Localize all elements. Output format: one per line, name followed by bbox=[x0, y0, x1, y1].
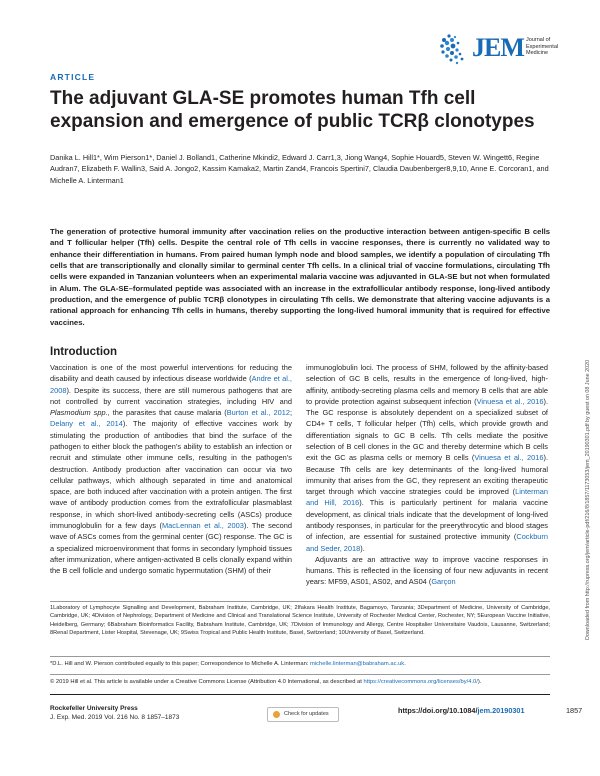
intro-paragraph-1: Vaccination is one of the most powerful interventions for reducing the disability and death caused by infectious disease worldwide (Andre et al., 2008). Despite its success, there are still numerous pathogens that are not controlled by current vaccination strategies, including HIV and Plasmodium spp., the parasites that cause malaria (Burton et al., 2012; Delany et al., 2014). The majority of effective vaccines work by stimulating the production of antibodies that bind the surface of the pathogen to either block the pathogen’s ability to establish an infection or recruit and stimulate other immune cells, resulting in the pathogen’s destruction. Antibody production after vaccination can occur via two cellular pathways, which although separated in time and anatomical space, are both induced after vaccination with a protein antigen. The first wave of antibody production comes from the extrafollicular plasmablast response, in which short-lived antibody-secreting cells (ASCs) produce immunoglobulin for a few days (MacLennan et al., 2003). The second wave of ASCs comes from the germinal center (GC) response. The GC is a specialized microenvironment that forms in secondary lymphoid tissues after immunization, where antigen-activated B cells clonally expand within the B cell follicle and undergo somatic hypermutation (SHM) of their bbox=[50, 363, 293, 576]
citation-link[interactable]: Vinuesa et al., 2016 bbox=[474, 453, 544, 463]
citation-link[interactable]: Garçon bbox=[431, 577, 456, 587]
citation-link[interactable]: Andre et al., 2008 bbox=[50, 374, 292, 395]
page-number: 1857 bbox=[566, 706, 583, 715]
check-updates-label: Check for updates bbox=[284, 711, 329, 717]
journal-name: Journal of Experimental Medicine bbox=[526, 37, 559, 56]
check-for-updates-button[interactable] bbox=[267, 707, 339, 722]
email-link[interactable]: michelle.linterman@babraham.ac.uk bbox=[310, 661, 405, 667]
correspondence-note: *D.L. Hill and W. Pierson contributed equally to this paper; Correspondence to Michelle A. Linterman: michelle.linterman@babraham.ac.uk. bbox=[50, 661, 406, 667]
affiliations: 1Laboratory of Lymphocyte Signalling and Development, Babraham Institute, Cambridge, UK; 2Ifakara Health Institute, Bagamoyo, Tanzania; 3Department of Medicine, University of Cambridge, Cambridge, UK; 4Division of Nephrology, Department of Medicine and Clinical and Translational Science Institute, University of Rochester Medical Center, Rochester, NY; 5European Vaccine Initiative, Heidelberg, Germany; 6Babraham Bioinformatics Facility, Babraham Institute, Cambridge, UK; 7Division of Immunology and Allergy, Centre Hospitalier Universitaire Vaudois, Lausanne, Switzerland; 8Renal Department, Lister Hospital, Stevenage, UK; 9Swiss Tropical and Public Health Institute, Basel, Switzerland; 10University of Basel, Switzerland. bbox=[50, 605, 550, 636]
doi-link[interactable]: https://doi.org/10.1084/jem.20190301 bbox=[398, 706, 525, 715]
footer-divider bbox=[50, 694, 550, 695]
divider bbox=[50, 601, 550, 602]
intro-paragraph-1-cont: immunoglobulin loci. The process of SHM, followed by the affinity-based selection of GC B cells, results in the emergence of long-lived, high-affinity, antibody-secreting plasma cells and memory B cells that are able to provide protection against subsequent infection (Vinuesa et al., 2016). The GC response is absolutely dependent on a specialized subset of CD4+ T cells, T follicular helper (Tfh) cells, which provide growth and differentiation signals to GC B cells. Tfh cells mediate the positive selection of B cell clones in the GC and thereby determine which B cells exit the GC as plasma cells or memory B cells (Vinuesa et al., 2016). Because Tfh cells are key determinants of the long-lived humoral immunity that arises from the GC, they represent an exciting therapeutic target through which vaccine strategies could be improved (Linterman and Hill, 2016). This is particularly pertinent for malaria vaccine development, as clinical trials indicate that the development of long-lived antibody responses, in particular for the preerythrocytic and blood stages of infection, are essential for sustained protective immunity (Cockburn and Seder, 2018). bbox=[306, 363, 549, 553]
citation-link[interactable]: MacLennan et al., 2003 bbox=[162, 520, 244, 530]
author-list: Danika L. Hill1*, Wim Pierson1*, Daniel J. Bolland1, Catherine Mkindi2, Edward J. Carr1,3, Jiong Wang4, Sophie Houard5, Steven W. Wingett6, Regine Audran7, Elizabeth F. Wallin3, Said A. Jongo2, Kassim Kamaka2, Martin Zand4, Francois Spertini7, Claudia Daubenberger8,9,10, Anne E. Corcoran1, and Michelle A. Linterman1 bbox=[50, 153, 549, 185]
citation-link[interactable]: Cockburn and Seder, 2018 bbox=[306, 532, 548, 553]
license-note: © 2019 Hill et al. This article is available under a Creative Commons License (Attribution 4.0 International, as described at https://creativecommons.org/licenses/by/4.0/). bbox=[50, 679, 482, 685]
body-column-right bbox=[306, 362, 548, 588]
abstract: The generation of protective humoral immunity after vaccination relies on the productive interaction between antigen-specific B cells and T follicular helper (Tfh) cells. Despite the central role of Tfh cells in vaccine responses, there is currently no validated way to enhance their differentiation in humans. From paired human lymph node and blood samples, we identify a population of circulating Tfh cells that are transcriptionally and clonally similar to germinal center Tfh cells. In a clinical trial of vaccine formulations, circulating Tfh cells were expanded in Tanzanian volunteers when an experimental malaria vaccine was adjuvanted in GLA-SE but not when formulated in Alum. The GLA-SE–formulated peptide was associated with an increase in the extrafollicular antibody response, long-lived antibody production, and the emergence of public TCRβ clonotypes in circulating Tfh cells. We demonstrate that altering vaccine adjuvants is a rational approach for enhancing Tfh cells in humans, thereby supporting the long-lived humoral immunity that is required for effective vaccines. bbox=[50, 227, 550, 327]
journal-logo bbox=[438, 30, 558, 70]
section-heading-introduction: Introduction bbox=[50, 346, 118, 358]
check-updates-icon bbox=[273, 711, 280, 718]
article-type-label: ARTICLE bbox=[50, 72, 96, 82]
license-link[interactable]: https://creativecommons.org/licenses/by/4.0/ bbox=[363, 679, 478, 685]
body-column-left bbox=[50, 362, 292, 576]
divider bbox=[50, 674, 550, 675]
article-title: The adjuvant GLA-SE promotes human Tfh cell expansion and emergence of public TCRβ clonotypes bbox=[50, 88, 535, 132]
intro-paragraph-2: Adjuvants are an attractive way to improve vaccine responses in humans. This is reflected in the licensing of four new adjuvants in recent years: MF59, AS01, AS02, and AS04 (Garçon bbox=[306, 554, 548, 587]
download-side-note: Downloaded from http://rupress.org/jem/article-pdf/216/8/1857/1173053/jem_20190301.pdf by guest on 08 June 2020 bbox=[585, 359, 591, 640]
citation-link[interactable]: Vinuesa et al., 2016 bbox=[476, 396, 544, 406]
citation-link[interactable]: Linterman and Hill, 2016 bbox=[306, 487, 548, 508]
journal-citation: J. Exp. Med. 2019 Vol. 216 No. 8 1857–1873 bbox=[50, 714, 180, 721]
journal-logo-text: JEM bbox=[472, 33, 524, 62]
citation-link[interactable]: Delany et al., 2014 bbox=[50, 419, 123, 429]
publisher-name: Rockefeller University Press bbox=[50, 705, 138, 712]
divider bbox=[50, 656, 550, 657]
citation-link[interactable]: Burton et al., 2012 bbox=[226, 408, 290, 418]
